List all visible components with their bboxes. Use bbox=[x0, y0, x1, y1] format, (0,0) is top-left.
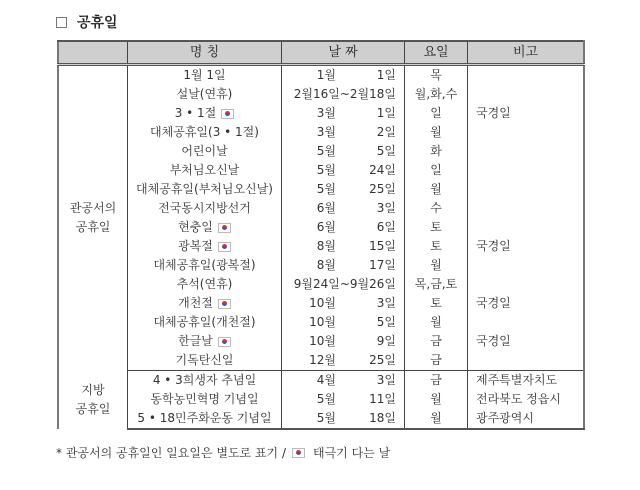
taegukgi-flag-icon bbox=[218, 337, 231, 347]
holiday-date bbox=[282, 256, 405, 275]
taegukgi-flag-icon bbox=[218, 223, 231, 233]
holiday-weekday: 월 bbox=[405, 390, 468, 409]
date-day: 1일 bbox=[376, 106, 396, 120]
holiday-date bbox=[282, 161, 405, 180]
holiday-name bbox=[128, 313, 282, 332]
table-row bbox=[58, 199, 584, 218]
table-row bbox=[58, 332, 584, 351]
holiday-name-text: 현충일 bbox=[178, 220, 213, 234]
holiday-note bbox=[468, 199, 585, 218]
date-value bbox=[282, 256, 404, 275]
holiday-name bbox=[128, 123, 282, 142]
holiday-date bbox=[282, 237, 405, 256]
footnote bbox=[56, 444, 390, 461]
holiday-name-text: 개천절 bbox=[178, 296, 213, 310]
holiday-name-text: 대체공휴일(3 • 1절) bbox=[150, 125, 259, 139]
holiday-note bbox=[468, 351, 585, 371]
date-value bbox=[282, 218, 404, 237]
holiday-note bbox=[468, 313, 585, 332]
section-title-text: 공휴일 bbox=[77, 15, 118, 31]
group-label bbox=[58, 371, 128, 430]
holiday-name-text: 부처님오신날 bbox=[169, 163, 240, 177]
header-row bbox=[58, 41, 584, 65]
date-day: 2일 bbox=[376, 125, 396, 139]
date-month: 8월 bbox=[316, 239, 336, 253]
date-value bbox=[282, 161, 404, 180]
holiday-name bbox=[128, 161, 282, 180]
holiday-note: 국경일 bbox=[468, 237, 585, 256]
holiday-date bbox=[282, 351, 405, 371]
date-value bbox=[282, 371, 404, 390]
holiday-name bbox=[128, 142, 282, 161]
holiday-name bbox=[128, 104, 282, 123]
holiday-note: 국경일 bbox=[468, 104, 585, 123]
table-row bbox=[58, 104, 584, 123]
table-row bbox=[58, 371, 584, 391]
holiday-note: 국경일 bbox=[468, 294, 585, 313]
date-day: 6일 bbox=[376, 220, 396, 234]
square-bullet-icon bbox=[56, 17, 67, 28]
holiday-weekday: 월 bbox=[405, 409, 468, 429]
holiday-name bbox=[128, 390, 282, 409]
holiday-weekday: 금 bbox=[405, 351, 468, 371]
holiday-weekday: 토 bbox=[405, 218, 468, 237]
holiday-note: 제주특별자치도 bbox=[468, 371, 585, 391]
holiday-note bbox=[468, 85, 585, 104]
holiday-note bbox=[468, 142, 585, 161]
date-day: 1일 bbox=[376, 68, 396, 82]
table-row bbox=[58, 180, 584, 199]
holiday-weekday: 월 bbox=[405, 256, 468, 275]
group-label-line1: 지방 bbox=[81, 382, 105, 397]
holiday-date bbox=[282, 142, 405, 161]
holiday-note bbox=[468, 180, 585, 199]
holiday-note bbox=[468, 256, 585, 275]
holiday-date bbox=[282, 390, 405, 409]
holiday-note bbox=[468, 65, 585, 86]
date-day: 3일 bbox=[376, 201, 396, 215]
date-month: 3월 bbox=[316, 106, 336, 120]
date-day: 5일 bbox=[376, 144, 396, 158]
date-month: 4월 bbox=[316, 373, 336, 387]
date-day: 25일 bbox=[369, 353, 396, 367]
holiday-weekday: 목,금,토 bbox=[405, 275, 468, 294]
holiday-note bbox=[468, 218, 585, 237]
holiday-name-text: 대체공휴일(광복절) bbox=[153, 258, 256, 272]
date-value bbox=[282, 104, 404, 123]
holiday-weekday: 월 bbox=[405, 123, 468, 142]
holiday-note bbox=[468, 275, 585, 294]
table-row bbox=[58, 161, 584, 180]
holiday-name-text: 대체공휴일(부처님오신날) bbox=[136, 182, 273, 196]
holiday-date bbox=[282, 104, 405, 123]
holiday-date bbox=[282, 275, 405, 294]
footnote-prefix: * 관공서의 공휴일인 일요일은 별도로 표기 / bbox=[56, 446, 286, 460]
footnote-suffix: 태극기 다는 날 bbox=[313, 446, 391, 460]
date-month: 6월 bbox=[316, 220, 336, 234]
table-row bbox=[58, 409, 584, 429]
date-day: 5일 bbox=[376, 315, 396, 329]
holiday-name bbox=[128, 218, 282, 237]
holiday-name bbox=[128, 332, 282, 351]
holiday-name bbox=[128, 85, 282, 104]
holiday-date bbox=[282, 332, 405, 351]
holiday-name bbox=[128, 256, 282, 275]
section-title bbox=[56, 12, 118, 32]
holiday-name bbox=[128, 180, 282, 199]
date-month: 5월 bbox=[316, 163, 336, 177]
date-range-text: 9월24일~9월26일 bbox=[293, 277, 396, 291]
date-day: 3일 bbox=[376, 296, 396, 310]
holiday-date bbox=[282, 123, 405, 142]
holiday-name-text: 광복절 bbox=[178, 239, 213, 253]
holiday-name-text: 어린이날 bbox=[181, 144, 228, 158]
holiday-date bbox=[282, 313, 405, 332]
holiday-weekday: 월,화,수 bbox=[405, 85, 468, 104]
date-month: 12월 bbox=[309, 353, 336, 367]
date-day: 18일 bbox=[369, 411, 396, 425]
date-range bbox=[282, 275, 404, 294]
holiday-weekday: 일 bbox=[405, 161, 468, 180]
date-month: 5월 bbox=[316, 392, 336, 406]
date-month: 6월 bbox=[316, 201, 336, 215]
holiday-name-text: 한글날 bbox=[178, 334, 213, 348]
date-month: 1월 bbox=[316, 68, 336, 82]
date-month: 5월 bbox=[316, 411, 336, 425]
holiday-weekday: 금 bbox=[405, 332, 468, 351]
holiday-date bbox=[282, 218, 405, 237]
table-row bbox=[58, 218, 584, 237]
table-row bbox=[58, 390, 584, 409]
date-value bbox=[282, 123, 404, 142]
holiday-weekday: 월 bbox=[405, 313, 468, 332]
holiday-date bbox=[282, 199, 405, 218]
holiday-date bbox=[282, 294, 405, 313]
date-day: 3일 bbox=[376, 373, 396, 387]
holiday-name bbox=[128, 409, 282, 429]
holiday-note bbox=[468, 161, 585, 180]
holiday-note: 광주광역시 bbox=[468, 409, 585, 429]
date-value bbox=[282, 351, 404, 370]
date-day: 25일 bbox=[369, 182, 396, 196]
date-month: 3월 bbox=[316, 125, 336, 139]
date-value bbox=[282, 409, 404, 428]
date-value bbox=[282, 294, 404, 313]
holiday-name-text: 3 • 1절 bbox=[174, 106, 217, 120]
date-month: 5월 bbox=[316, 144, 336, 158]
holiday-name bbox=[128, 294, 282, 313]
taegukgi-flag-icon bbox=[218, 299, 231, 309]
holiday-date bbox=[282, 85, 405, 104]
group-label-line2: 공휴일 bbox=[75, 401, 111, 416]
date-value bbox=[282, 66, 404, 85]
holiday-name-text: 동학농민혁명 기념일 bbox=[150, 392, 259, 406]
header-group bbox=[58, 41, 128, 65]
holiday-name-text: 대체공휴일(개천절) bbox=[153, 315, 256, 329]
holiday-weekday: 토 bbox=[405, 237, 468, 256]
date-value bbox=[282, 237, 404, 256]
date-month: 10월 bbox=[309, 315, 336, 329]
table-row bbox=[58, 123, 584, 142]
table-row bbox=[58, 142, 584, 161]
date-value bbox=[282, 390, 404, 409]
group-label-line1: 관공서의 bbox=[69, 201, 117, 216]
holiday-weekday: 금 bbox=[405, 371, 468, 391]
holiday-name bbox=[128, 65, 282, 86]
holiday-weekday: 월 bbox=[405, 180, 468, 199]
holiday-weekday: 목 bbox=[405, 65, 468, 86]
date-value bbox=[282, 332, 404, 351]
group-label bbox=[58, 65, 128, 371]
date-month: 10월 bbox=[309, 334, 336, 348]
holiday-name-text: 5 • 18민주화운동 기념일 bbox=[137, 411, 272, 425]
header-weekday: 요일 bbox=[405, 41, 468, 65]
header-note: 비고 bbox=[468, 41, 585, 65]
table-row bbox=[58, 275, 584, 294]
holiday-weekday: 일 bbox=[405, 104, 468, 123]
date-day: 24일 bbox=[369, 163, 396, 177]
holiday-name bbox=[128, 351, 282, 371]
holiday-table bbox=[57, 40, 585, 430]
holiday-name-text: 추석(연휴) bbox=[176, 277, 233, 291]
date-day: 9일 bbox=[376, 334, 396, 348]
group-label-line2: 공휴일 bbox=[75, 220, 111, 235]
table-row bbox=[58, 351, 584, 371]
holiday-weekday: 토 bbox=[405, 294, 468, 313]
holiday-date bbox=[282, 180, 405, 199]
date-range bbox=[282, 85, 404, 104]
date-day: 17일 bbox=[369, 258, 396, 272]
table-row bbox=[58, 256, 584, 275]
table-row bbox=[58, 85, 584, 104]
holiday-name-text: 설날(연휴) bbox=[176, 87, 233, 101]
taegukgi-flag-icon bbox=[221, 109, 234, 119]
table-row bbox=[58, 65, 584, 86]
taegukgi-flag-icon bbox=[292, 448, 305, 458]
date-value bbox=[282, 199, 404, 218]
date-day: 15일 bbox=[369, 239, 396, 253]
holiday-weekday: 화 bbox=[405, 142, 468, 161]
date-month: 5월 bbox=[316, 182, 336, 196]
holiday-weekday: 수 bbox=[405, 199, 468, 218]
date-range-text: 2월16일~2월18일 bbox=[293, 87, 396, 101]
header-date: 날 짜 bbox=[282, 41, 405, 65]
taegukgi-flag-icon bbox=[218, 242, 231, 252]
holiday-note bbox=[468, 123, 585, 142]
holiday-name bbox=[128, 275, 282, 294]
header-name: 명 칭 bbox=[128, 41, 282, 65]
holiday-date bbox=[282, 409, 405, 429]
holiday-name-text: 4 • 3희생자 추념일 bbox=[152, 373, 257, 387]
holiday-note: 국경일 bbox=[468, 332, 585, 351]
date-value bbox=[282, 180, 404, 199]
holiday-date bbox=[282, 371, 405, 391]
table-row bbox=[58, 294, 584, 313]
holiday-name bbox=[128, 199, 282, 218]
holiday-name bbox=[128, 371, 282, 391]
holiday-name-text: 1월 1일 bbox=[183, 68, 226, 82]
date-month: 8월 bbox=[316, 258, 336, 272]
holiday-name bbox=[128, 237, 282, 256]
date-day: 11일 bbox=[369, 392, 396, 406]
table-row bbox=[58, 313, 584, 332]
date-month: 10월 bbox=[309, 296, 336, 310]
holiday-note: 전라북도 정읍시 bbox=[468, 390, 585, 409]
date-value bbox=[282, 313, 404, 332]
date-value bbox=[282, 142, 404, 161]
holiday-name-text: 전국동시지방선거 bbox=[158, 201, 251, 215]
holiday-name-text: 기독탄신일 bbox=[175, 353, 234, 367]
table-row bbox=[58, 237, 584, 256]
holiday-date bbox=[282, 65, 405, 86]
